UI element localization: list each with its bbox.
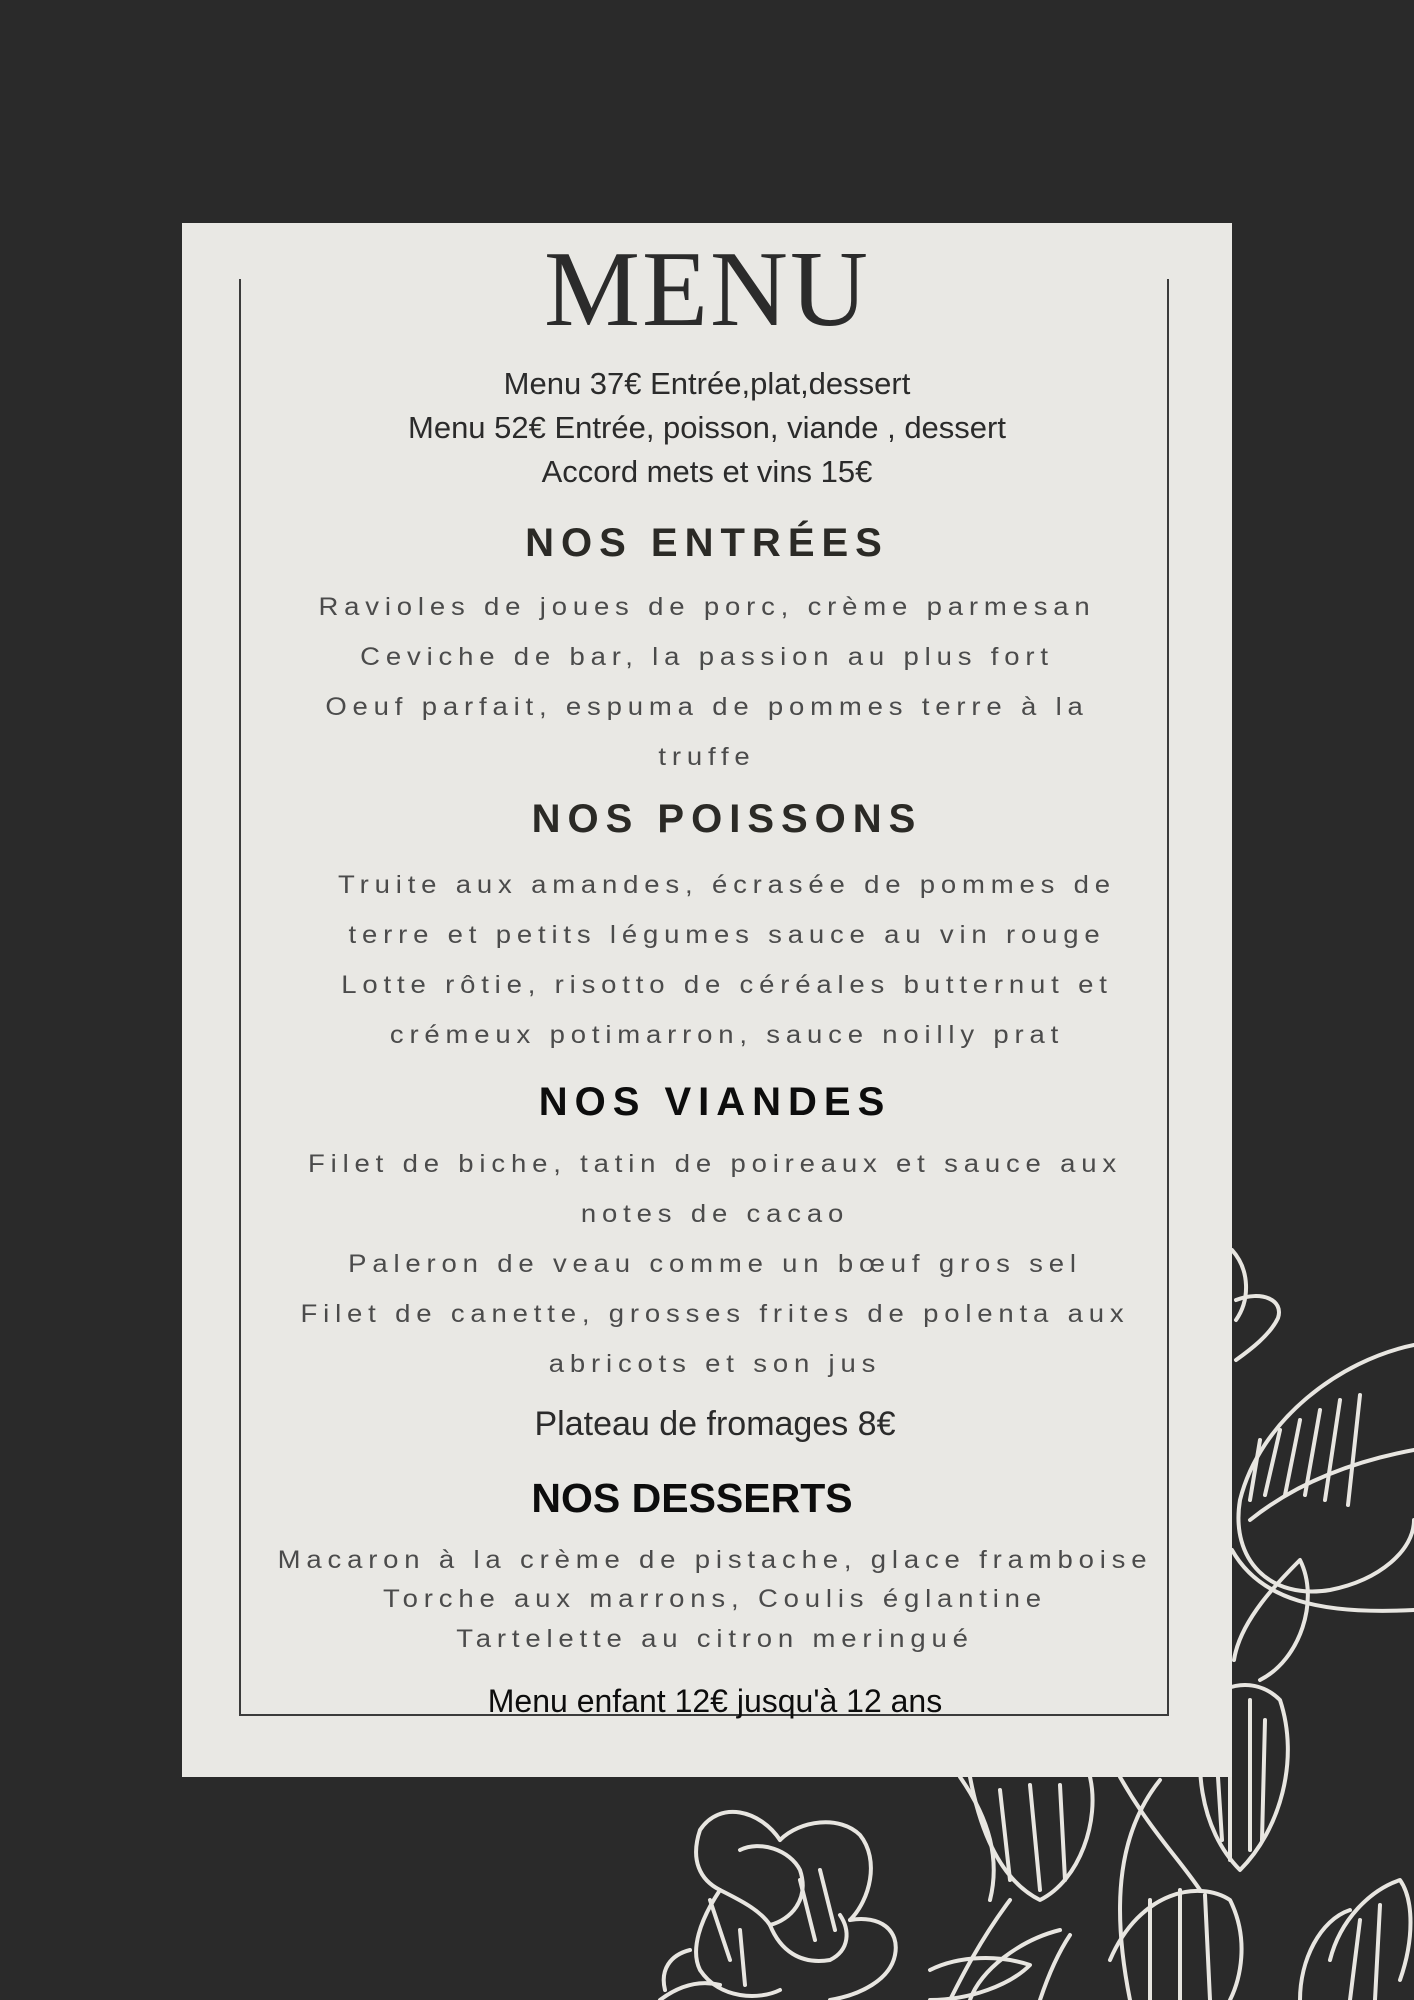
entrees-line-3: Oeuf parfait, espuma de pommes terre à la: [325, 693, 1089, 721]
viandes-line-2: notes de cacao: [580, 1200, 850, 1228]
viandes-line-4: Filet de canette, grosses frites de polenta aux: [300, 1300, 1130, 1328]
viandes-line-3: Paleron de veau comme un bœuf gros sel: [348, 1250, 1082, 1278]
desserts-line-1: Macaron à la crème de pistache, glace framboise: [277, 1546, 1153, 1574]
cheese-plate: Plateau de fromages 8€: [534, 1405, 896, 1443]
poissons-line-3: Lotte rôtie, risotto de céréales butternut et: [341, 971, 1113, 999]
poissons-line-2: terre et petits légumes sauce au vin rouge: [348, 921, 1106, 949]
desserts-line-2: Torche aux marrons, Coulis églantine: [383, 1585, 1047, 1613]
price-line-1: Menu 37€ Entrée,plat,dessert: [503, 366, 911, 401]
entrees-line-2: Ceviche de bar, la passion au plus fort: [360, 643, 1054, 671]
viandes-line-5: abricots et son jus: [548, 1350, 882, 1378]
desserts-heading: NOS DESSERTS: [531, 1475, 853, 1521]
poissons-line-4: crémeux potimarron, sauce noilly prat: [389, 1021, 1065, 1049]
price-line-2: Menu 52€ Entrée, poisson, viande , dessert: [408, 410, 1006, 445]
entrees-heading: NOS ENTRÉES: [525, 521, 889, 565]
poissons-heading: NOS POISSONS: [531, 797, 923, 841]
viandes-line-1: Filet de biche, tatin de poireaux et sauce aux: [308, 1150, 1122, 1178]
kids-menu: Menu enfant 12€ jusqu'à 12 ans: [487, 1683, 943, 1719]
poissons-line-1: Truite aux amandes, écrasée de pommes de: [338, 871, 1116, 899]
desserts-line-3: Tartelette au citron meringué: [456, 1625, 974, 1653]
menu-card: [182, 223, 1232, 1777]
price-line-3: Accord mets et vins 15€: [541, 454, 873, 489]
menu-title: MENU: [544, 230, 870, 349]
entrees-line-4: truffe: [658, 743, 756, 771]
entrees-line-1: Ravioles de joues de porc, crème parmesan: [318, 593, 1096, 621]
viandes-heading: NOS VIANDES: [538, 1080, 892, 1124]
